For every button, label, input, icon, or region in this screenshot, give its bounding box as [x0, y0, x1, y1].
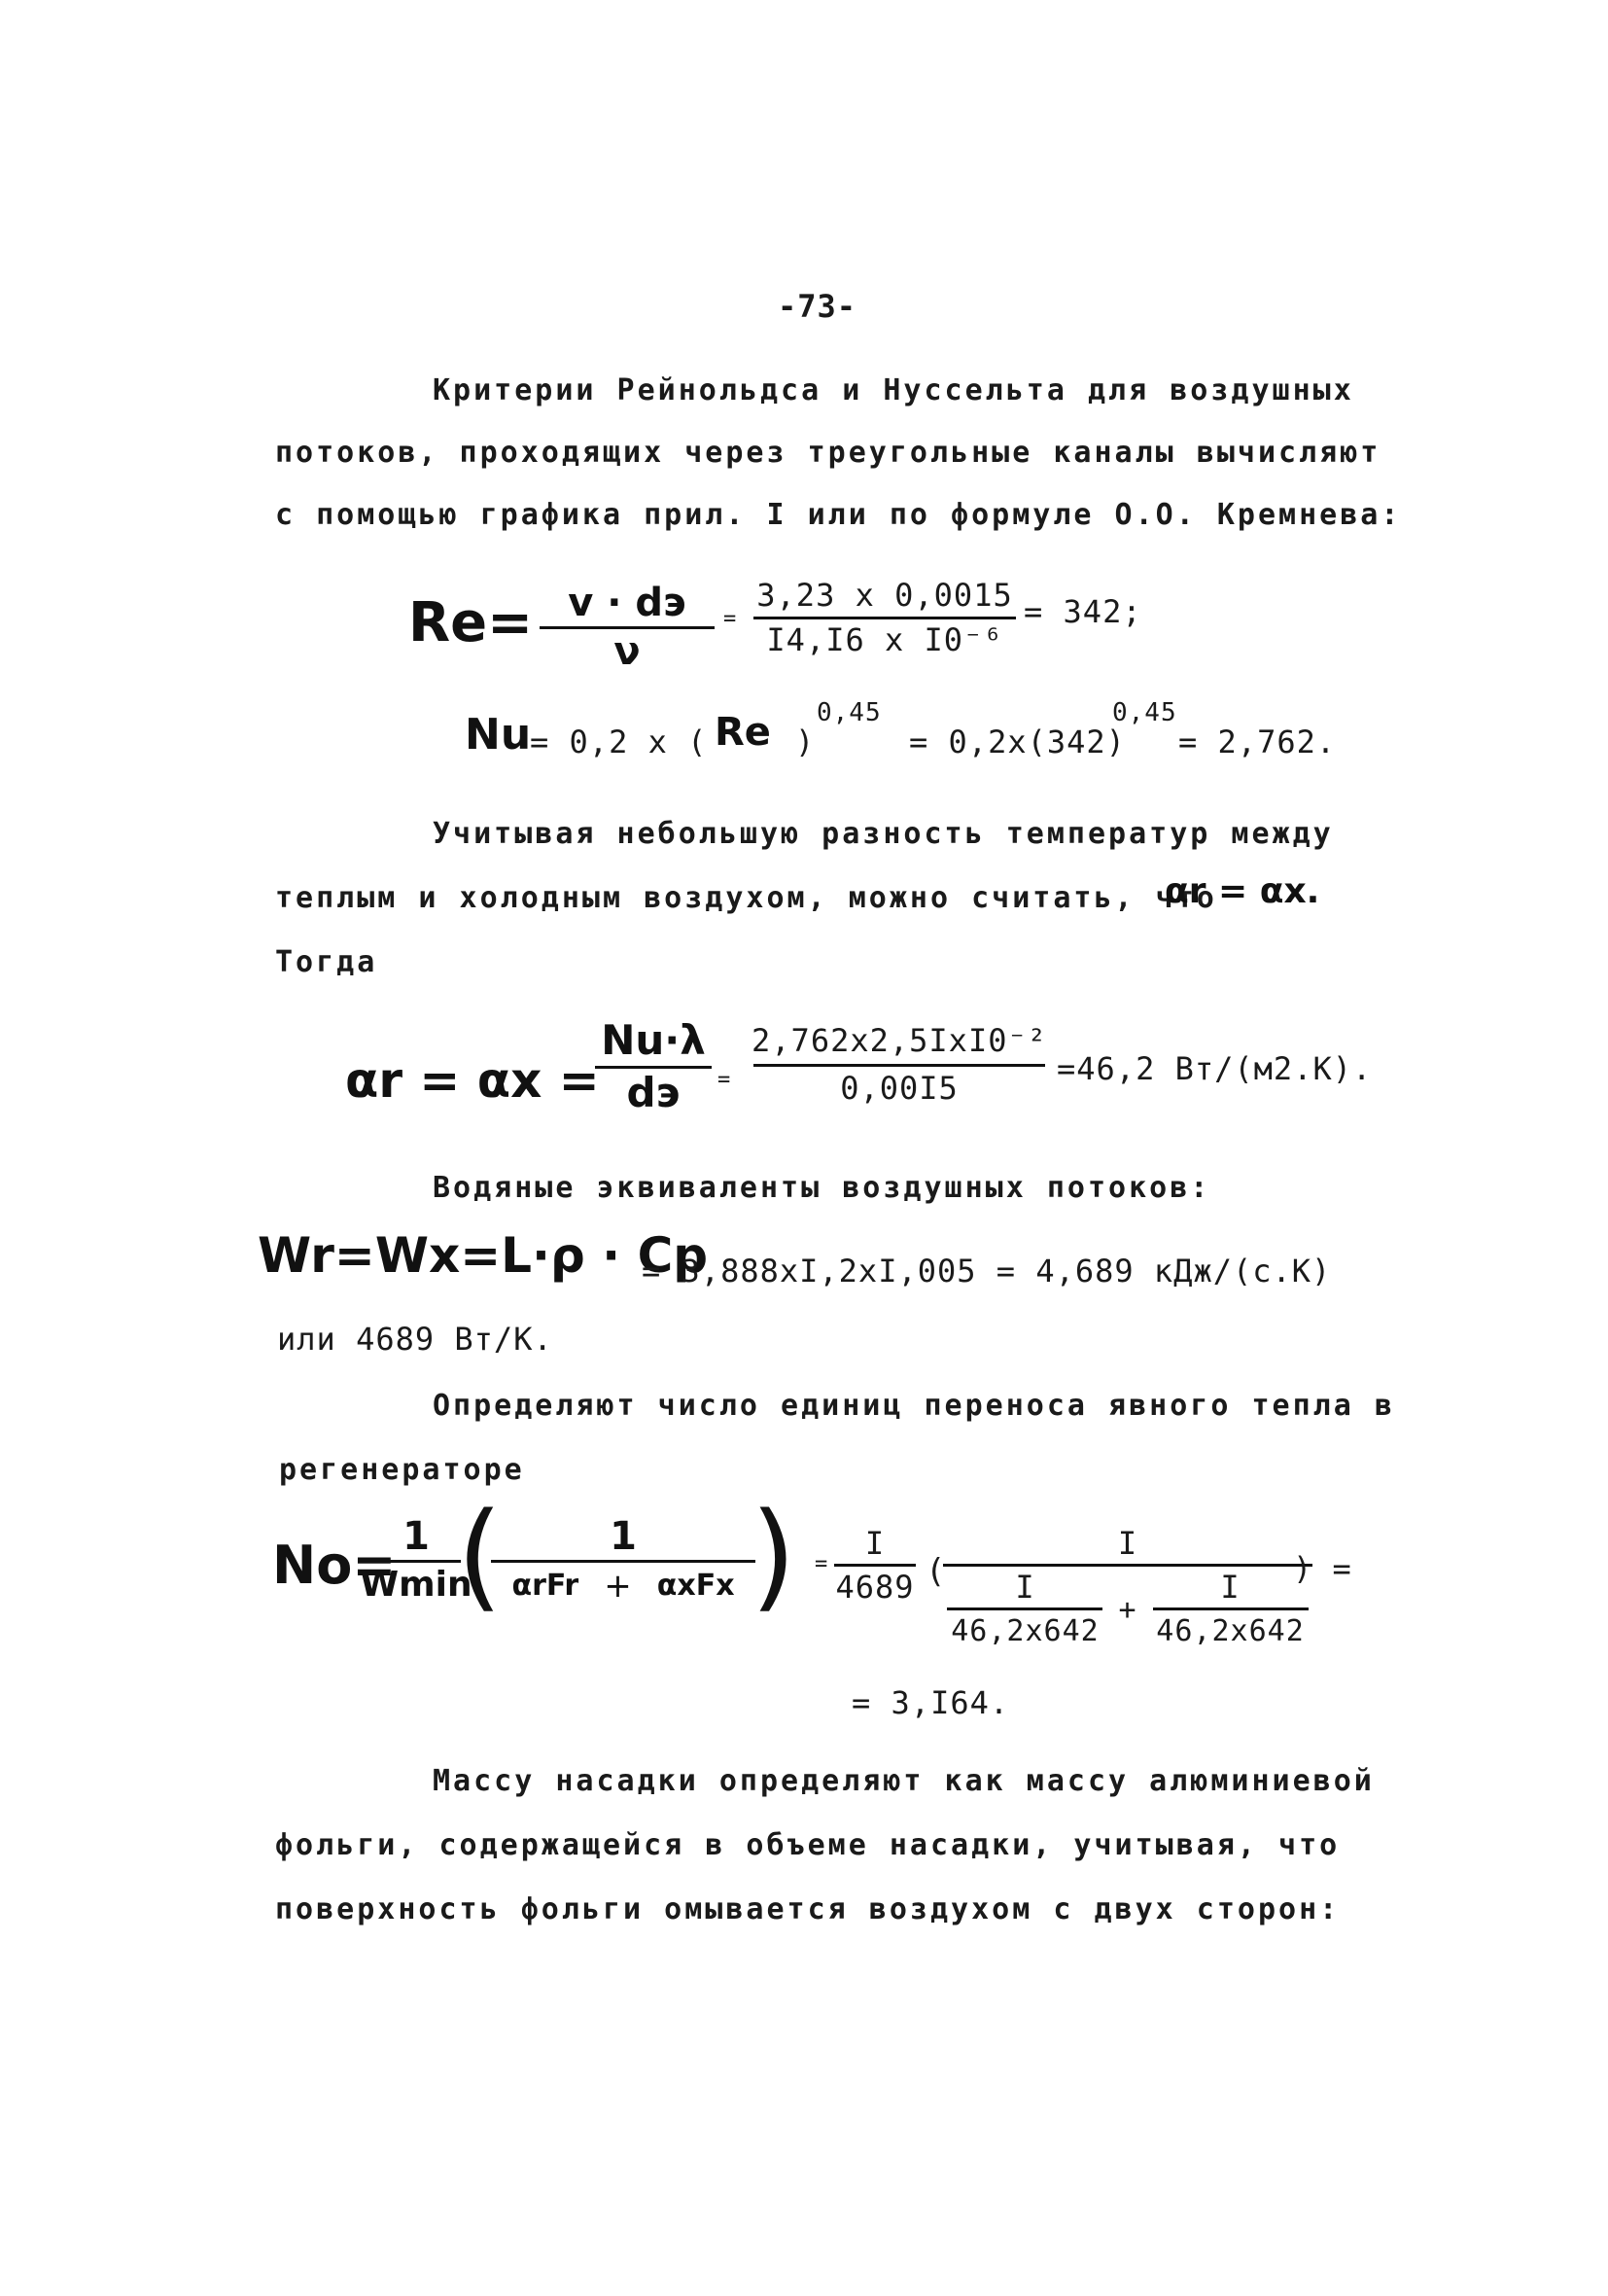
paragraph-5-line-2: фольги, содержащейся в объеме насадки, учитывая, что [275, 1828, 1341, 1862]
nu-re: Re [715, 710, 771, 755]
no-sub-num-1: I [1015, 1569, 1035, 1606]
w-rhs: = 3,888xI,2xI,005 = 4,689 кДж/(с.К) [642, 1253, 1332, 1289]
re-result: = 342; [1024, 593, 1142, 630]
re-numerator: 3,23 x 0,0015 [756, 577, 1013, 614]
re-hand-numerator: v · dэ [568, 581, 686, 625]
nu-exponent-1: 0,45 [817, 698, 882, 727]
paragraph-5-line-3: поверхность фольги омывается воздухом с двух сторон: [275, 1892, 1341, 1926]
nu-part-2: ) [795, 724, 816, 760]
page-number: -73- [778, 288, 857, 325]
alpha-denominator: 0,00I5 [840, 1070, 959, 1107]
no-big-num: I [1117, 1525, 1138, 1562]
no-num-1: I [864, 1525, 886, 1562]
no-numeric-fraction-1 [834, 1523, 916, 1607]
nu-exponent-2: 0,45 [1112, 698, 1177, 727]
no-sub-fraction-1 [947, 1567, 1102, 1653]
no-open-paren-2: ( [926, 1552, 947, 1591]
alpha-lhs: αr = αx = [345, 1052, 600, 1109]
re-denominator: I4,I6 x I0⁻⁶ [766, 621, 1003, 658]
no-left-paren: ( [457, 1489, 503, 1624]
paragraph-4-line-1: Определяют число единиц переноса явного тепла в [433, 1389, 1395, 1423]
paragraph-2-formula: αr = αx. [1165, 871, 1320, 911]
paragraph-1-line-2: потоков, проходящих через треугольные каналы вычисляют [275, 436, 1381, 470]
no-result: = 3,I64. [852, 1684, 1010, 1721]
paragraph-2-line-3: Тогда [275, 945, 378, 979]
re-numeric-fraction [753, 574, 1016, 660]
re-equals: = [723, 607, 738, 631]
alpha-numeric-fraction [753, 1017, 1045, 1110]
alpha-numerator: 2,762x2,5IxI0⁻² [752, 1022, 1047, 1059]
no-plus: + [604, 1567, 632, 1606]
w-lhs: Wr=Wx=L·ρ · Cp [258, 1227, 709, 1284]
re-hand-fraction [540, 580, 715, 674]
no-inner-denominator [511, 1563, 734, 1609]
no-inner-one: 1 [610, 1514, 637, 1559]
paragraph-3-line-1: Водяные эквиваленты воздушных потоков: [433, 1171, 1211, 1205]
no-equals: = [815, 1552, 829, 1576]
no-sub-den-2: 46,2x642 [1156, 1614, 1305, 1648]
nu-result: = 2,762. [1178, 724, 1337, 760]
no-sub-fraction-2 [1153, 1567, 1309, 1653]
alpha-result: =46,2 Вт/(м2.К). [1057, 1050, 1373, 1087]
paragraph-2-line-2: теплым и холодным воздухом, можно считать, что [275, 881, 1217, 915]
paragraph-4-line-2: регенераторе [279, 1453, 525, 1487]
no-sub-plus: + [1118, 1593, 1137, 1627]
no-lhs: No= [272, 1535, 397, 1596]
no-inner-fraction [491, 1513, 755, 1609]
no-tail: ) = [1293, 1550, 1352, 1587]
no-outer-one: 1 [402, 1514, 430, 1559]
nu-part-3: = 0,2x(342) [909, 724, 1126, 760]
alpha-hand-numerator: Nu·λ [601, 1016, 706, 1064]
paragraph-2-line-1: Учитывая небольшую разность температур между [433, 817, 1334, 851]
no-wmin: Wmin [360, 1565, 472, 1605]
re-lhs: Re= [408, 591, 534, 654]
no-outer-fraction [360, 1513, 472, 1607]
re-hand-denominator: ν [613, 629, 641, 674]
no-sub-num-2: I [1220, 1569, 1241, 1606]
nu-lhs: Nu [465, 710, 532, 759]
no-big-fraction [943, 1523, 1312, 1653]
paragraph-1-line-1: Критерии Рейнольдса и Нуссельта для воздушных [433, 373, 1354, 407]
no-sub-den-1: 46,2x642 [951, 1614, 1100, 1648]
w-or-line: или 4689 Вт/К. [277, 1321, 553, 1358]
no-big-denominator [947, 1567, 1308, 1653]
alpha-hand-denominator: dэ [626, 1069, 681, 1116]
no-term-2: αxFx [656, 1569, 735, 1603]
no-right-paren: ) [751, 1489, 796, 1624]
no-term-1: αrFr [511, 1569, 579, 1603]
paragraph-5-line-1: Массу насадки определяют как массу алюминиевой [433, 1764, 1375, 1798]
no-den-1: 4689 [835, 1569, 915, 1606]
paragraph-1-line-3: с помощью графика прил. I или по формуле О.О. Кремнева: [275, 498, 1402, 532]
alpha-hand-fraction [595, 1015, 712, 1117]
alpha-equals: = [717, 1068, 732, 1092]
nu-part-1: = 0,2 x ( [530, 724, 708, 760]
